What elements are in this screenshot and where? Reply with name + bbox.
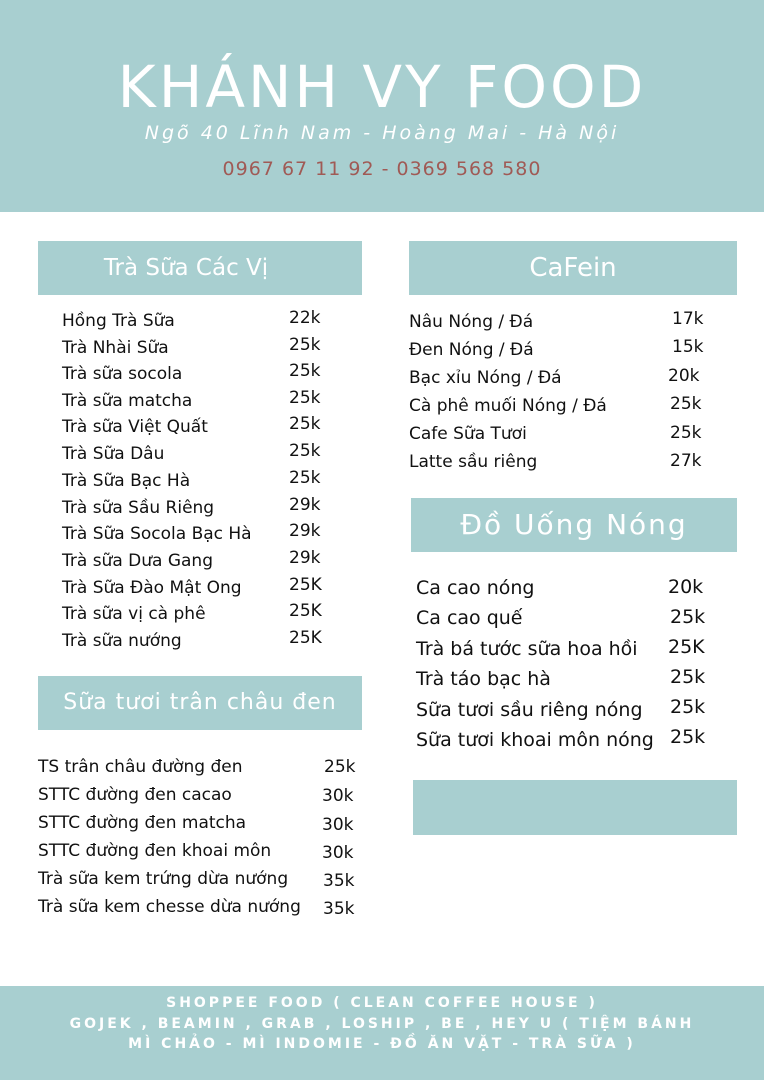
shop-phone: 0967 67 11 92 - 0369 568 580 [222,158,542,180]
menu-item-price: 25K [289,601,322,621]
menu-item-name: Trà sữa matcha [62,391,193,411]
fresh-milk-heading-banner [38,676,362,730]
menu-item-name: Trà sữa Dưa Gang [62,551,213,571]
menu-item-name: STTC đường đen cacao [38,785,232,805]
menu-item-price: 25k [324,757,356,777]
menu-item-price: 25k [289,361,321,381]
menu-item-name: Sữa tươi khoai môn nóng [416,729,654,751]
menu-item-name: Trà sữa kem trứng dừa nướng [38,869,289,889]
milk-tea-heading: Trà Sữa Các Vị [103,255,269,281]
menu-item-name: Trà Sữa Socola Bạc Hà [62,524,252,544]
menu-item-price: 29k [289,521,321,541]
menu-item-name: Trà sữa Việt Quất [62,417,208,437]
menu-item-name: Sữa tươi sầu riêng nóng [416,699,643,721]
menu-item-name: TS trân châu đường đen [38,757,243,777]
menu-item-price: 27k [670,451,702,471]
menu-item-price: 25k [670,726,706,748]
menu-item-price: 25k [670,423,702,443]
menu-item-price: 35k [323,899,355,919]
menu-item-price: 25k [670,606,706,628]
menu-item-name: Cafe Sữa Tươi [409,424,527,444]
menu-item-price: 22k [289,308,321,328]
menu-item-name: Trà sữa nướng [62,631,182,651]
menu-item-name: Trà sữa socola [62,364,183,384]
menu-item-price: 25k [289,468,321,488]
empty-banner [413,780,737,835]
menu-item-name: Trà sữa kem chesse dừa nướng [38,897,301,917]
menu-item-price: 25k [670,394,702,414]
menu-item-price: 20k [668,366,700,386]
menu-item-name: Ca cao nóng [416,577,535,599]
fresh-milk-heading: Sữa tươi trân châu đen [63,690,337,715]
menu-item-price: 25k [289,441,321,461]
menu-item-name: Trà bá tước sữa hoa hồi [416,638,638,660]
cafein-heading: CaFein [529,253,617,283]
menu-item-name: Hồng Trà Sữa [62,311,175,331]
menu-item-name: Trà sữa vị cà phê [62,604,206,624]
menu-item-price: 25k [289,335,321,355]
footer-delivery-line-1: SHOPPEE FOOD ( CLEAN COFFEE HOUSE ) [166,995,598,1011]
menu-item-name: Cà phê muối Nóng / Đá [409,396,607,416]
footer-banner [0,986,764,1080]
menu-item-price: 17k [672,309,704,329]
menu-item-name: Latte sầu riêng [409,452,538,472]
footer-delivery-line-2: GOJEK , BEAMIN , GRAB , LOSHIP , BE , HEY U ( TIỆM BÁNH [69,1016,695,1032]
menu-item-name: Trà Sữa Dâu [62,444,165,464]
menu-item-price: 30k [322,843,354,863]
menu-item-price: 29k [289,495,321,515]
menu-item-name: Bạc xỉu Nóng / Đá [409,368,562,388]
hot-drinks-heading-banner [411,498,737,552]
menu-item-price: 25k [289,388,321,408]
menu-item-name: Trà Nhài Sữa [62,338,169,358]
cafein-heading-banner [409,241,737,295]
menu-item-price: 25k [670,696,706,718]
menu-item-price: 25K [289,628,322,648]
menu-item-name: Nâu Nóng / Đá [409,312,534,332]
menu-item-name: STTC đường đen khoai môn [38,841,272,861]
menu-item-name: STTC đường đen matcha [38,813,247,833]
menu-item-price: 20k [668,576,704,598]
footer-delivery-line-3: MÌ CHẢO - MÌ INDOMIE - ĐỒ ĂN VẶT - TRÀ SỮA ) [128,1036,636,1052]
menu-item-name: Trà sữa Sầu Riêng [62,498,215,518]
menu-item-price: 25K [668,636,705,658]
menu-item-price: 25K [289,575,322,595]
menu-item-price: 35k [323,871,355,891]
shop-address: Ngõ 40 Lĩnh Nam - Hoàng Mai - Hà Nội [144,122,620,144]
menu-item-price: 29k [289,548,321,568]
menu-item-name: Ca cao quế [416,607,523,629]
shop-title: KHÁNH VY FOOD [117,53,647,121]
menu-item-price: 30k [322,815,354,835]
menu-item-name: Trà Sữa Đào Mật Ong [62,578,242,598]
menu-item-price: 25k [289,414,321,434]
menu-item-price: 30k [322,786,354,806]
menu-item-name: Trà Sữa Bạc Hà [62,471,191,491]
header-banner [0,0,764,212]
menu-item-name: Đen Nóng / Đá [409,340,534,360]
milk-tea-heading-banner [38,241,362,295]
menu-item-price: 25k [670,666,706,688]
menu-item-price: 15k [672,337,704,357]
menu-item-name: Trà táo bạc hà [416,668,551,690]
hot-drinks-heading: Đồ Uống Nóng [460,508,688,541]
